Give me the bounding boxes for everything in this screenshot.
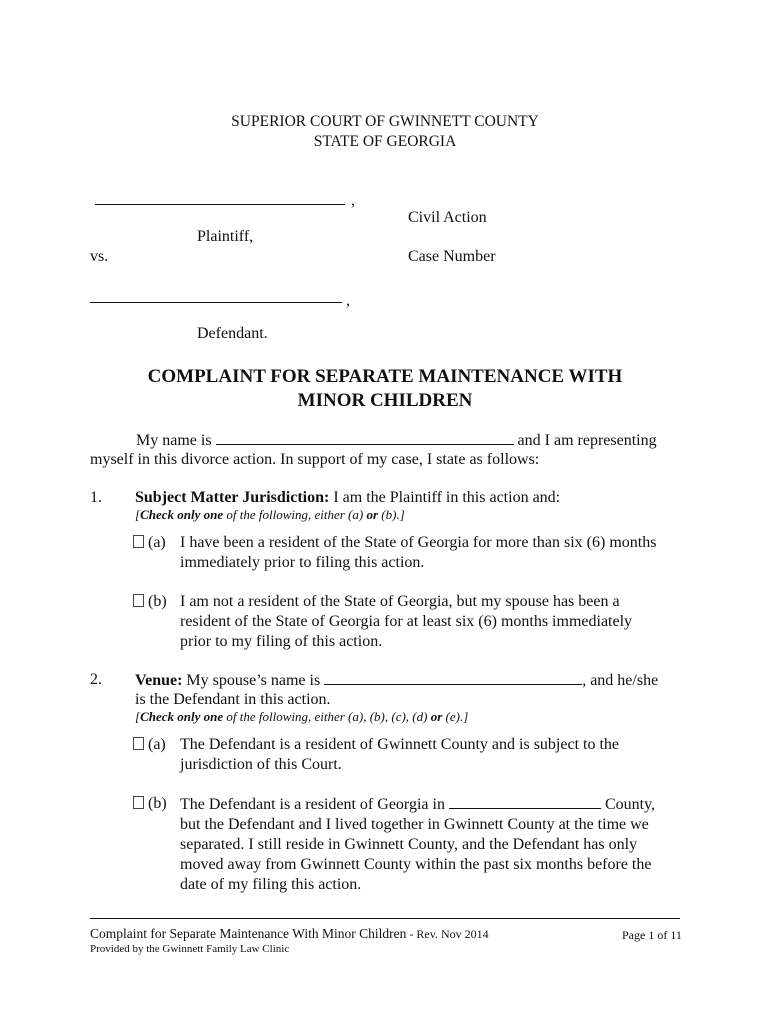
section2-line2: is the Defendant in this action. <box>135 691 331 708</box>
checkbox-1a[interactable] <box>133 535 144 548</box>
section2-heading-line: Venue: My spouse’s name is , and he/she <box>135 672 659 689</box>
intro-line1 <box>136 430 657 451</box>
footer-rule <box>90 918 680 919</box>
intro-line2: myself in this divorce action. In support of my case, I state as follows: <box>90 451 540 468</box>
section1-number: 1. <box>90 489 102 506</box>
section2-number: 2. <box>90 671 102 688</box>
vs-label: vs. <box>90 248 109 265</box>
my-name-blank[interactable] <box>216 430 514 445</box>
option-text: The Defendant is a resident of Georgia in County, but the Defendant and I lived together in Gwinnett County at the time we separated. I still reside in Gwinnett County, and the Defendant has only moved away from Gwinnett County within the past six months before the date of my filing this action. <box>180 796 656 893</box>
plaintiff-comma: , <box>351 192 355 209</box>
plaintiff-label: Plaintiff, <box>197 228 254 245</box>
page-number: Page 1 of 11 <box>622 928 682 942</box>
document-title-line2: MINOR CHILDREN <box>297 390 473 411</box>
court-name: SUPERIOR COURT OF GWINNETT COUNTY <box>231 113 539 130</box>
section1-note: [Check only one of the following, either (a) or (b).] <box>135 507 405 522</box>
checkbox-1b[interactable] <box>133 594 144 607</box>
intro-part1: My name is <box>136 432 212 449</box>
footer-doc-title: Complaint for Separate Maintenance With Minor Children - Rev. Nov 2014 <box>90 926 489 941</box>
civil-action-label: Civil Action <box>408 209 487 226</box>
document-title-line1: COMPLAINT FOR SEPARATE MAINTENANCE WITH <box>147 366 623 387</box>
defendant-comma: , <box>346 292 350 309</box>
court-state: STATE OF GEORGIA <box>313 133 457 150</box>
option-text: The Defendant is a resident of Gwinnett County and is subject to the jurisdiction of this Court. <box>180 736 620 773</box>
plaintiff-name-blank[interactable] <box>95 190 345 205</box>
checkbox-2b[interactable] <box>133 796 144 809</box>
case-number-label: Case Number <box>408 248 496 265</box>
section1-text: I am the Plaintiff in this action and: <box>329 489 561 506</box>
footer-provided-by: Provided by the Gwinnett Family Law Clinic <box>90 943 290 955</box>
defendant-name-blank[interactable] <box>90 288 342 303</box>
section1-heading: Subject Matter Jurisdiction: <box>135 489 330 506</box>
note-check-only-one: Check only one <box>140 507 224 522</box>
intro-part2: and I am representing <box>517 432 657 449</box>
section1-heading-line <box>135 488 560 508</box>
county-blank[interactable] <box>449 794 601 809</box>
checkbox-2a[interactable] <box>133 737 144 750</box>
option-text: I have been a resident of the State of Georgia for more than six (6) months immediately prior to filing this action. <box>180 534 657 571</box>
section2-note: [Check only one of the following, either (a), (b), (c), (d) or (e).] <box>135 709 469 724</box>
option-text: I am not a resident of the State of Georgia, but my spouse has been a resident of the State of Georgia for at least six (6) months immediately prior to my filing of this action. <box>180 593 633 650</box>
section2-heading: Venue: <box>135 672 183 689</box>
spouse-name-blank[interactable] <box>324 670 582 685</box>
note-check-only-one: Check only one <box>140 709 224 724</box>
defendant-label: Defendant. <box>197 325 268 342</box>
